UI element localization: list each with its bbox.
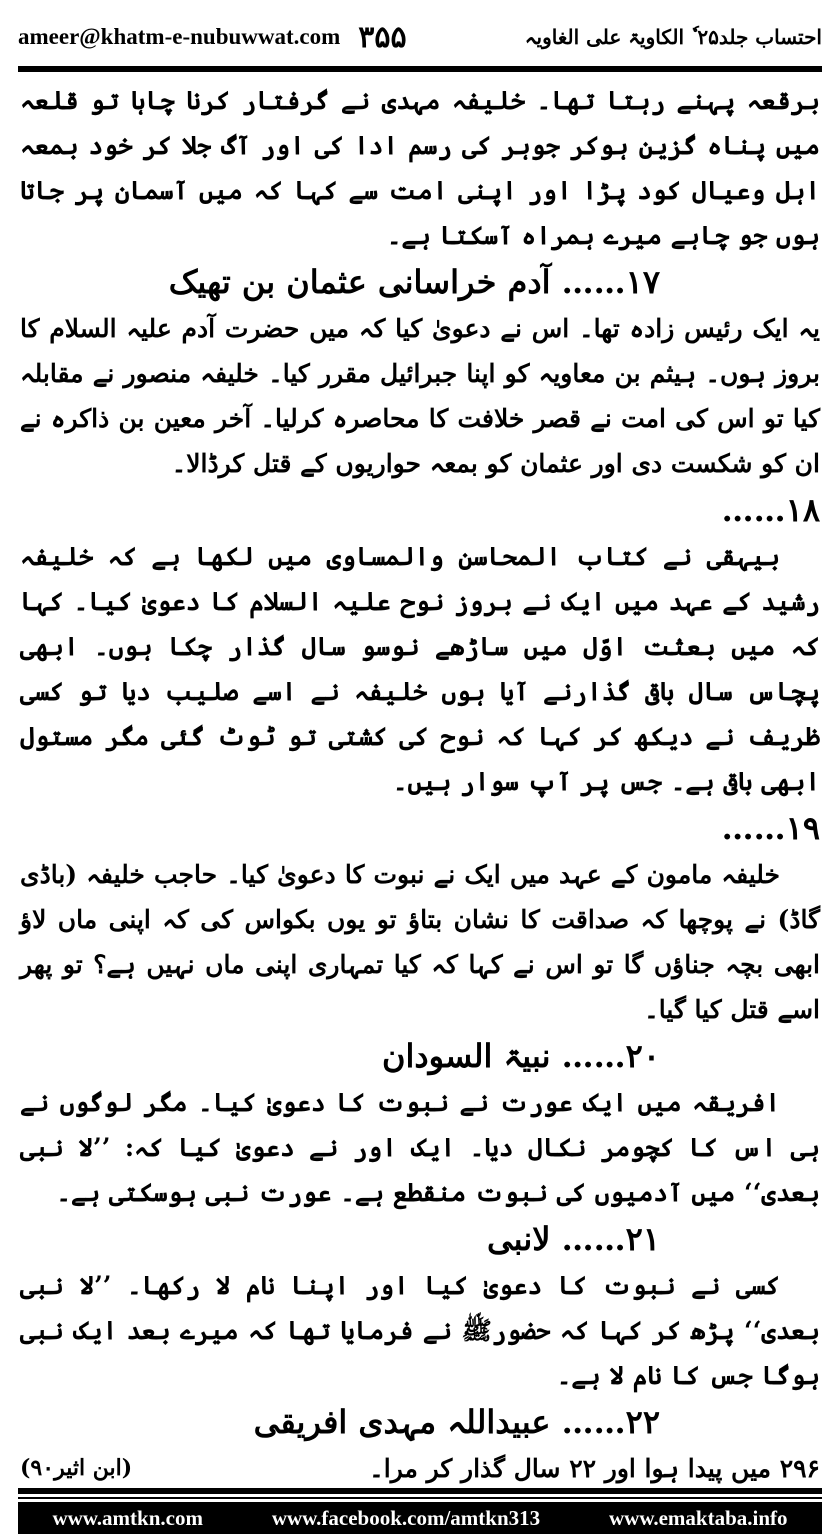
paragraph-continued: برقعہ پہنے رہتا تھا۔ خلیفہ مہدی نے گرفتار کرنا چاہا تو قلعہ میں پناہ گزین ہوکر جوہر کی رسم ادا کی اور آگ جلا کر خود بمعہ اہل وعیال کود پڑا اور اپنی امت سے کہا کہ میں آسمان پر جاتا ہوں جو چاہے میرے ہمراہ آسکتا ہے۔ xyxy=(20,86,820,250)
footer-link-facebook[interactable]: www.facebook.com/amtkn313 xyxy=(271,1505,541,1530)
header-rule xyxy=(18,66,822,72)
header-left xyxy=(18,20,407,55)
section-heading-20: ۲۰…… نبیۃ السودان xyxy=(382,1037,660,1075)
paragraph-19: خلیفہ مامون کے عہد میں ایک نے نبوت کا دعویٰ کیا۔ حاجب خلیفہ (باڈی گاڈ) نے پوچھا کہ صداقت کا نشان بتاؤ تو یوں بکواس کی کہ اپنی ماں لاؤ ابھی بچہ جناؤں گا تو اس نے کہا کہ کیا تمہاری اپنی ماں نہیں ہے؟ تو پھر اسے قتل کیا گیا۔ xyxy=(20,860,820,1024)
paragraph-17: یہ ایک رئیس زادہ تھا۔ اس نے دعویٰ کیا کہ میں حضرت آدم علیہ السلام کا بروز ہوں۔ ہیثم بن معاویہ کو اپنا جبرائیل مقرر کیا۔ خلیفہ منصور نے مقابلہ کیا تو اس کی امت نے قصر خلافت کا محاصرہ کرلیا۔ آخر معین بن ذاکرہ نے ان کو شکست دی اور عثمان کو بمعہ حواریوں کے قتل کرڈالا۔ xyxy=(20,314,820,478)
footer-link-emaktaba[interactable]: www.emaktaba.info xyxy=(609,1505,788,1530)
section-heading-17: ۱۷…… آدم خراسانی عثمان بن تھیک xyxy=(168,263,660,301)
paragraph-18: بیہقی نے کتاب المحاسن والمساوی میں لکھا ہے کہ خلیفہ رشید کے عہد میں ایک نے بروز نوح علیہ السلام کا دعویٰ کیا۔ کہا کہ میں بعثت اوّل میں ساڑھے نوسو سال گذار چکا ہوں۔ ابھی پچاس سال باقی گذارنے آیا ہوں خلیفہ نے اسے صلیب دیا تو کسی ظریف نے دیکھ کر کہا کہ نوح کی کشتی تو ٹوٹ گئی مگر مستول ابھی باقی ہے۔ جس پر آپ سوار ہیں۔ xyxy=(20,542,820,796)
section-heading-18: ۱۸…… xyxy=(721,491,820,529)
running-title: احتساب جلد۲۵ ٗ الکاویۃ علی الغاویہ xyxy=(524,25,822,49)
paragraph-22-line xyxy=(20,1446,820,1491)
footer-link-amtkn[interactable]: www.amtkn.com xyxy=(52,1505,203,1530)
section-heading-19: ۱۹…… xyxy=(721,809,820,847)
page-number: ۳۵۵ xyxy=(358,19,407,55)
section-heading-22: ۲۲…… عبیداللہ مہدی افریقی xyxy=(253,1403,660,1441)
page-footer xyxy=(18,1502,822,1534)
paragraph-21: کسی نے نبوت کا دعویٰ کیا اور اپنا نام لا رکھا۔ ’’لا نبی بعدی‘‘ پڑھ کر کہا کہ حضورﷺ نے فرمایا تھا کہ میرے بعد ایک نبی ہوگا جس کا نام لا ہے۔ xyxy=(20,1271,820,1390)
section-heading-21: ۲۱…… لانبی xyxy=(487,1220,660,1258)
page-header xyxy=(18,14,822,60)
footer-rule-thin xyxy=(18,1497,822,1499)
page-body xyxy=(20,78,820,1491)
header-email: ameer@khatm-e-nubuwwat.com xyxy=(18,24,341,49)
citation-reference: (ابن اثیر۹۰) xyxy=(20,1455,133,1481)
paragraph-20: افریقہ میں ایک عورت نے نبوت کا دعویٰ کیا۔ مگر لوگوں نے ہی اس کا کچومر نکال دیا۔ ایک اور نے دعویٰ کیا کہ: ’’لا نبی بعدی‘‘ میں آدمیوں کی نبوت منقطع ہے۔ عورت نبی ہوسکتی ہے۔ xyxy=(20,1088,820,1207)
paragraph-22: ۲۹۶ میں پیدا ہوا اور ۲۲ سال گذار کر مرا۔ xyxy=(369,1454,820,1483)
footer-rule-thick xyxy=(18,1488,822,1494)
